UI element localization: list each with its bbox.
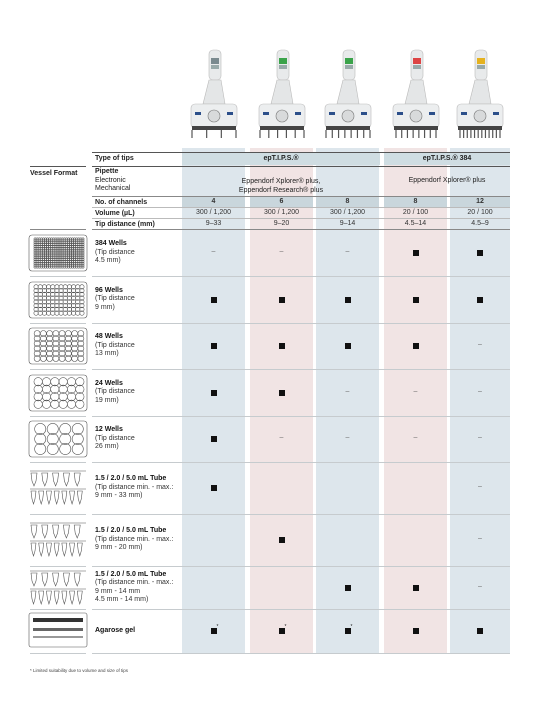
vessel-desc-line: (Tip distance — [95, 295, 135, 303]
volume-col-1: 300 / 1,200 — [195, 209, 232, 216]
suitable-mark — [477, 250, 483, 256]
vessel-icon-4 — [28, 374, 88, 412]
divider — [92, 229, 510, 230]
not-suitable-mark: – — [478, 434, 482, 441]
divider — [30, 229, 86, 230]
divider — [92, 566, 510, 567]
pipette-label-block — [95, 168, 130, 194]
vessel-desc-line: 19 mm) — [95, 396, 119, 404]
channels-col-4: 8 — [384, 196, 447, 207]
mechanical-label: Mechanical — [95, 185, 131, 192]
pipette-image-2 — [257, 48, 307, 142]
divider — [92, 653, 510, 654]
vessel-title: 1.5 / 2.0 / 5.0 mL Tube — [95, 570, 167, 578]
vessel-desc-line: 9 mm - 14 mm — [95, 587, 141, 595]
divider — [92, 514, 510, 515]
vessel-title: 1.5 / 2.0 / 5.0 mL Tube — [95, 475, 167, 483]
divider — [30, 276, 86, 277]
suitable-mark — [345, 585, 351, 591]
vessel-icon-8 — [28, 569, 88, 607]
not-suitable-mark: – — [279, 434, 284, 441]
group1-label: epT.I.P.S.® — [263, 155, 299, 162]
tipdist-col-1: 9–33 — [205, 220, 222, 227]
footnote-asterisk: * — [284, 624, 287, 630]
vessel-desc-line: (Tip distance min. - max.: — [95, 579, 174, 586]
tipdist-col-5: 4.5–9 — [471, 220, 489, 227]
not-suitable-mark: – — [345, 387, 350, 395]
suitable-mark — [211, 343, 217, 349]
group1-header — [182, 153, 380, 165]
not-suitable-mark: – — [478, 582, 482, 590]
vessel-desc-line: 4.5 mm - 14 mm) — [95, 596, 149, 603]
suitable-mark — [413, 585, 419, 591]
pipette-group1-line2: Eppendorf Research® plus — [238, 187, 324, 194]
volume-col-4: 20 / 100 — [402, 209, 429, 216]
divider — [30, 369, 86, 370]
suitable-mark — [211, 297, 217, 303]
divider — [30, 609, 86, 610]
not-suitable-mark: – — [413, 434, 418, 441]
vessel-title: 48 Wells — [95, 333, 123, 341]
vessel-desc-line: 9 mm) — [95, 303, 115, 311]
vessel-icon-5 — [28, 420, 88, 458]
volume-col-5: 20 / 100 — [467, 209, 493, 216]
vessel-format-label: Vessel Format — [30, 170, 78, 177]
vessel-desc-line: (Tip distance min. - max.: — [95, 535, 174, 543]
divider — [30, 514, 86, 515]
divider — [92, 416, 510, 417]
divider — [30, 653, 86, 654]
electronic-label: Electronic — [95, 176, 126, 184]
tipdist-col-4: 4.5–14 — [404, 220, 427, 227]
vessel-text-9 — [95, 627, 135, 636]
suitable-mark — [279, 537, 285, 543]
divider — [30, 166, 86, 167]
vessel-icon-1 — [28, 234, 88, 272]
channels-label: No. of channels — [95, 199, 148, 206]
vessel-icon-6 — [28, 469, 88, 507]
suitable-mark — [413, 297, 419, 303]
not-suitable-mark: – — [478, 483, 482, 490]
volume-label: Volume (µL) — [95, 210, 135, 217]
suitable-mark — [279, 297, 285, 303]
divider — [92, 196, 510, 197]
tipdist-col-2: 9–20 — [273, 220, 290, 227]
not-suitable-mark: – — [345, 434, 350, 441]
channels-col-5: 12 — [450, 196, 510, 207]
divider — [92, 207, 510, 208]
pipette-image-1 — [189, 48, 239, 142]
vessel-icon-2 — [28, 281, 88, 319]
vessel-text-7 — [95, 527, 173, 553]
vessel-text-4 — [95, 380, 135, 406]
suitable-mark — [279, 343, 285, 349]
pipette-group1-line1: Eppendorf Xplorer® plus, — [241, 178, 321, 185]
vessel-title: 12 Wells — [95, 426, 123, 434]
type-of-tips-row — [92, 153, 510, 165]
footnote-asterisk: * — [216, 624, 219, 630]
vessel-desc-line: (Tip distance — [95, 434, 135, 442]
vessel-text-8 — [95, 571, 173, 605]
channels-col-3: 8 — [316, 196, 379, 207]
vessel-icon-9 — [28, 612, 88, 650]
vessel-desc-line: 4.5 mm) — [95, 257, 121, 265]
not-suitable-mark: – — [478, 387, 482, 395]
vessel-title: 1.5 / 2.0 / 5.0 mL Tube — [95, 527, 167, 535]
divider — [92, 276, 510, 277]
vessel-text-6 — [95, 475, 173, 501]
vessel-desc-line: 9 mm - 33 mm) — [95, 492, 143, 500]
pipette-image-4 — [391, 48, 441, 142]
type-of-tips-label: Type of tips — [95, 155, 134, 162]
divider — [92, 609, 510, 610]
vessel-text-3 — [95, 333, 135, 359]
volume-col-2: 300 / 1,200 — [263, 209, 300, 216]
group2-label: epT.I.P.S.® 384 — [422, 155, 472, 162]
group2-header — [384, 153, 510, 165]
vessel-icon-3 — [28, 327, 88, 365]
pipette-image-5 — [455, 48, 505, 142]
divider — [92, 462, 510, 463]
divider — [30, 462, 86, 463]
channels-col-1: 4 — [182, 196, 245, 207]
suitable-mark — [413, 628, 419, 634]
vessel-title: 96 Wells — [95, 286, 123, 294]
not-suitable-mark: – — [478, 535, 482, 542]
tipdist-label: Tip distance (mm) — [95, 221, 155, 228]
vessel-desc-line: (Tip distance — [95, 341, 135, 349]
vessel-text-5 — [95, 426, 135, 452]
not-suitable-mark: – — [211, 248, 216, 255]
footnote-asterisk: * — [350, 624, 353, 630]
vessel-icon-7 — [28, 521, 88, 559]
divider — [92, 152, 510, 153]
suitable-mark — [413, 250, 419, 256]
volume-col-3: 300 / 1,200 — [329, 209, 366, 216]
vessel-desc-line: (Tip distance min. - max.: — [95, 483, 174, 491]
vessel-text-2 — [95, 287, 135, 313]
suitable-mark — [477, 297, 483, 303]
suitable-mark — [413, 343, 419, 349]
pipette-image-3 — [323, 48, 373, 142]
not-suitable-mark: – — [478, 341, 482, 348]
not-suitable-mark: – — [413, 387, 418, 395]
channels-col-2: 6 — [250, 196, 313, 207]
suitable-mark — [211, 390, 217, 396]
pipette-group1 — [182, 177, 380, 195]
footnote: * Limited suitability due to volume and size of tips — [30, 668, 129, 673]
tipdist-col-3: 9–14 — [339, 220, 356, 227]
not-suitable-mark: – — [345, 248, 350, 255]
vessel-text-1 — [95, 240, 135, 266]
pipette-group2: Eppendorf Xplorer® plus — [408, 177, 486, 184]
vessel-desc-line: (Tip distance — [95, 388, 135, 396]
vessel-desc-line: 26 mm) — [95, 443, 119, 451]
divider — [30, 416, 86, 417]
vessel-desc-line: (Tip distance — [95, 248, 135, 256]
vessel-title: Agarose gel — [95, 626, 136, 634]
divider — [30, 566, 86, 567]
suitable-mark — [477, 628, 483, 634]
suitable-mark — [345, 343, 351, 349]
divider — [92, 323, 510, 324]
suitable-mark — [345, 297, 351, 303]
divider — [92, 218, 510, 219]
suitable-mark — [211, 485, 217, 491]
vessel-desc-line: 9 mm - 20 mm) — [95, 544, 143, 552]
divider — [92, 369, 510, 370]
suitable-mark — [211, 436, 217, 442]
divider — [30, 323, 86, 324]
vessel-title: 24 Wells — [95, 379, 123, 387]
divider — [92, 166, 510, 167]
not-suitable-mark: – — [279, 248, 284, 255]
vessel-desc-line: 13 mm) — [95, 350, 119, 358]
suitable-mark — [279, 390, 285, 396]
vessel-title: 384 Wells — [95, 240, 127, 248]
pipette-label: Pipette — [95, 168, 119, 175]
